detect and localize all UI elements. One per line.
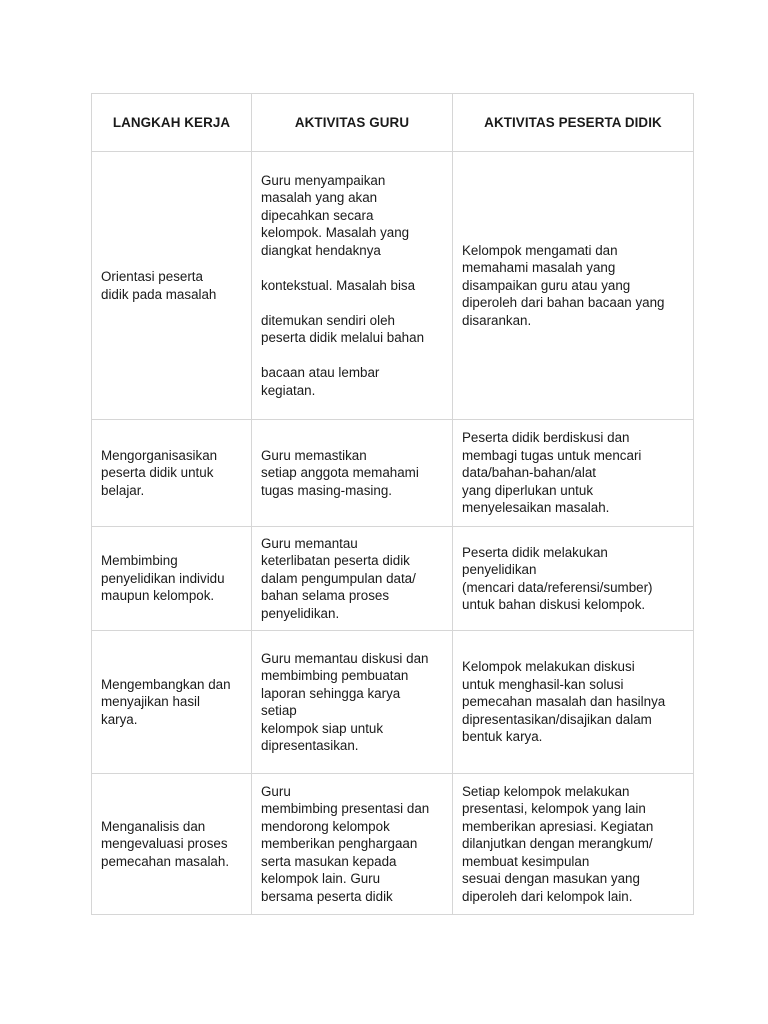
- table-row: [92, 420, 694, 527]
- table-row: [92, 152, 694, 420]
- step-cell: Orientasi peserta didik pada masalah: [92, 152, 252, 420]
- table-row: [92, 527, 694, 631]
- teacher-activity-cell: [252, 152, 453, 420]
- teacher-activity-cell: Guru memantau keterlibatan peserta didik dalam pengumpulan data/ bahan selama proses penyelidikan.: [252, 527, 453, 631]
- table-row: [92, 774, 694, 915]
- step-cell: Membimbing penyelidikan individu maupun kelompok.: [92, 527, 252, 631]
- student-activity-cell: Setiap kelompok melakukan presentasi, kelompok yang lain memberikan apresiasi. Kegiatan dilanjutkan dengan merangkum/ membuat kesimpulan sesuai dengan masukan yang diperoleh dari kelompok lain.: [453, 774, 694, 915]
- student-activity-cell: Kelompok mengamati dan memahami masalah yang disampaikan guru atau yang diperoleh dari bahan bacaan yang disarankan.: [453, 152, 694, 420]
- teacher-activity-paragraph: kontekstual. Masalah bisa: [261, 277, 416, 293]
- header-aktivitas-guru: AKTIVITAS GURU: [252, 94, 453, 152]
- table-row: [92, 631, 694, 774]
- student-activity-cell: Kelompok melakukan diskusi untuk menghasil-kan solusi pemecahan masalah dan hasilnya dipresentasikan/disajikan dalam bentuk karya.: [453, 631, 694, 774]
- step-cell: Menganalisis dan mengevaluasi proses pemecahan masalah.: [92, 774, 252, 915]
- learning-steps-table: [91, 93, 694, 915]
- teacher-activity-paragraph: bacaan atau lembar kegiatan.: [261, 365, 380, 398]
- step-cell: Mengorganisasikan peserta didik untuk belajar.: [92, 420, 252, 527]
- header-aktivitas-peserta-didik: AKTIVITAS PESERTA DIDIK: [453, 94, 694, 152]
- teacher-activity-paragraph: ditemukan sendiri oleh peserta didik melalui bahan: [261, 312, 425, 346]
- teacher-activity-paragraph: Guru menyampaikan masalah yang akan dipecahkan secara kelompok. Masalah yang diangkat hendaknya: [261, 172, 410, 258]
- header-langkah-kerja: LANGKAH KERJA: [92, 94, 252, 152]
- teacher-activity-cell: Guru memastikan setiap anggota memahami tugas masing-masing.: [252, 420, 453, 527]
- student-activity-cell: Peserta didik berdiskusi dan membagi tugas untuk mencari data/bahan-bahan/alat yang diperlukan untuk menyelesaikan masalah.: [453, 420, 694, 527]
- teacher-activity-cell: Guru memantau diskusi dan membimbing pembuatan laporan sehingga karya setiap kelompok siap untuk dipresentasikan.: [252, 631, 453, 774]
- table-header-row: [92, 94, 694, 152]
- teacher-activity-cell: Guru membimbing presentasi dan mendorong kelompok memberikan penghargaan serta masukan kepada kelompok lain. Guru bersama peserta didik: [252, 774, 453, 915]
- student-activity-cell: Peserta didik melakukan penyelidikan (mencari data/referensi/sumber) untuk bahan diskusi kelompok.: [453, 527, 694, 631]
- step-cell: Mengembangkan dan menyajikan hasil karya.: [92, 631, 252, 774]
